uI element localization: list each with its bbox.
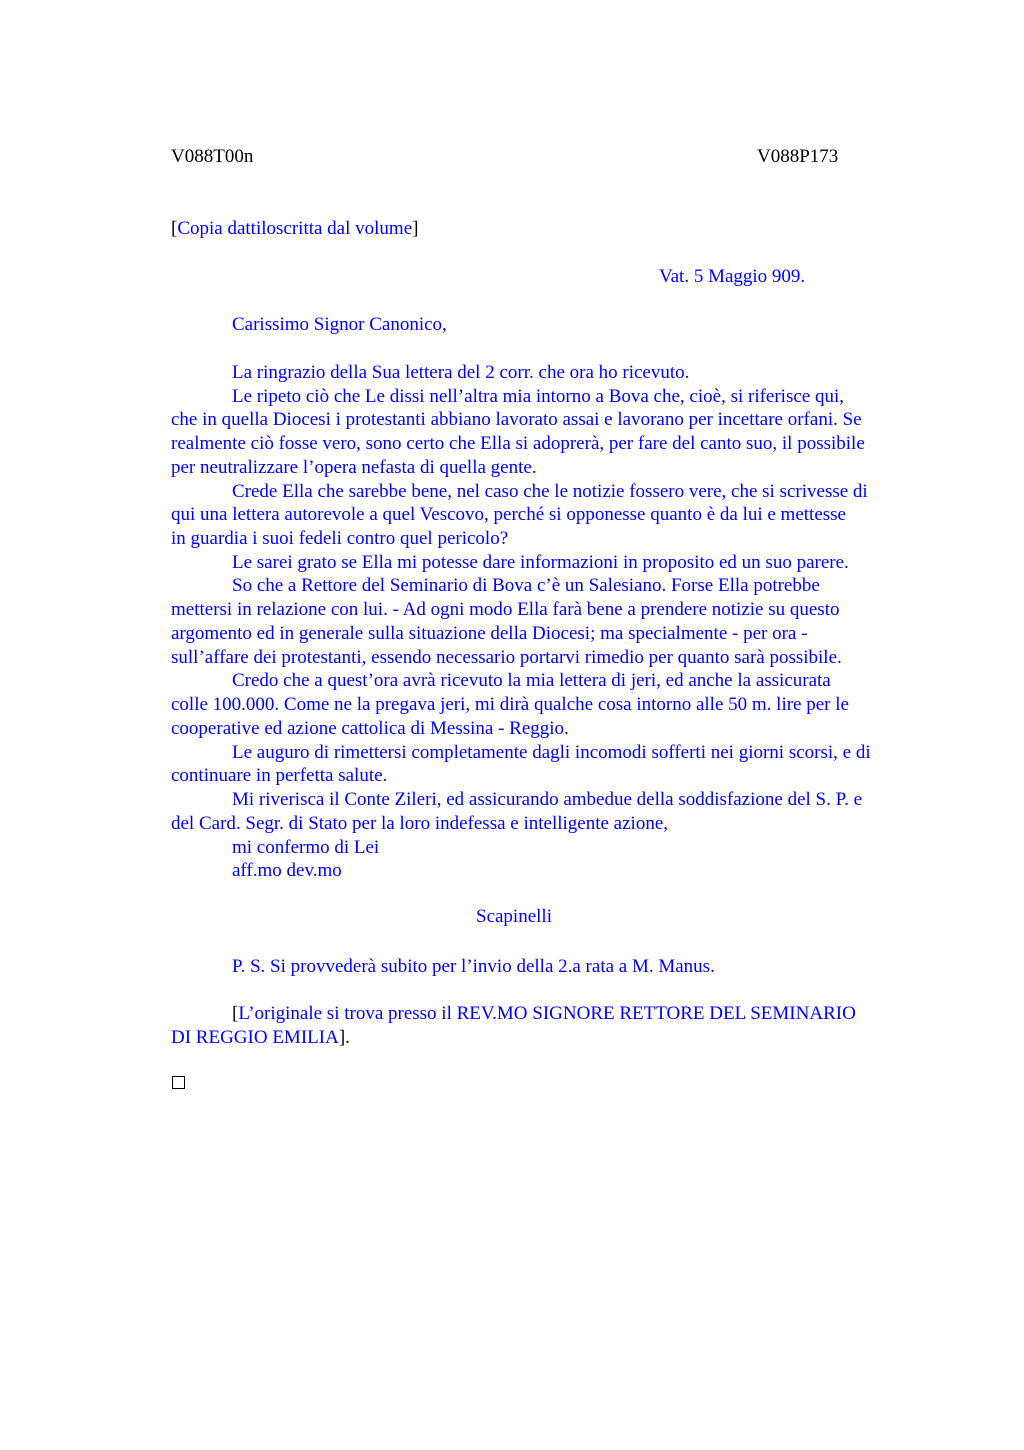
- note-text: Copia dattiloscritta dal volume: [177, 218, 413, 239]
- letter-line: Le ripeto ciò che Le dissi nell’altra mia intorno a Bova che, cioè, si riferisce qui,: [232, 386, 844, 407]
- letter-line: colle 100.000. Come ne la pregava jeri, mi dirà qualche cosa intorno alle 50 m. lire per le: [171, 694, 849, 715]
- transcription-note: [171, 217, 418, 241]
- original-open-bracket: [: [232, 1003, 239, 1024]
- original-close-bracket: ].: [338, 1027, 350, 1048]
- letter-line: realmente ciò fosse vero, sono certo che Ella si adoprerà, per fare del canto suo, il possibile: [171, 433, 865, 454]
- letter-line: in guardia i suoi fedeli contro quel pericolo?: [171, 528, 509, 549]
- letter-line: argomento ed in generale sulla situazione della Diocesi; ma specialmente - per ora -: [171, 623, 808, 644]
- closing-line: mi confermo di Lei: [232, 837, 380, 858]
- checkbox-icon: [172, 1076, 185, 1089]
- letter-line: So che a Rettore del Seminario di Bova c’è un Salesiano. Forse Ella potrebbe: [232, 575, 820, 596]
- postscript: P. S. Si provvederà subito per l’invio della 2.a rata a M. Manus.: [232, 956, 715, 977]
- closing-line: aff.mo dev.mo: [232, 860, 342, 881]
- signature: Scapinelli: [476, 906, 552, 927]
- letter-line: cooperative ed azione cattolica di Messina - Reggio.: [171, 718, 569, 739]
- letter-line: Mi riverisca il Conte Zileri, ed assicurando ambedue della soddisfazione del S. P. e: [232, 789, 862, 810]
- letter-line: La ringrazio della Sua lettera del 2 corr. che ora ho ricevuto.: [232, 362, 690, 383]
- letter-line: mettersi in relazione con lui. - Ad ogni modo Ella farà bene a prendere notizie su questo: [171, 599, 840, 620]
- letter-date: Vat. 5 Maggio 909.: [659, 266, 806, 287]
- letter-line: Le sarei grato se Ella mi potesse dare informazioni in proposito ed un suo parere.: [232, 552, 849, 573]
- letter-line: che in quella Diocesi i protestanti abbiano lavorato assai e lavorano per incettare orfani. Se: [171, 409, 862, 430]
- note-close-bracket: ]: [412, 218, 419, 239]
- document-code-left: V088T00n: [171, 146, 254, 167]
- letter-line: sull’affare dei protestanti, essendo necessario portarvi rimedio per quanto sarà possibile.: [171, 647, 842, 668]
- letter-line: continuare in perfetta salute.: [171, 765, 388, 786]
- letter-line: del Card. Segr. di Stato per la loro indefessa e intelligente azione,: [171, 813, 669, 834]
- salutation: Carissimo Signor Canonico,: [232, 314, 447, 335]
- original-location-line-2: [171, 1026, 350, 1050]
- letter-line: Crede Ella che sarebbe bene, nel caso che le notizie fossero vere, che si scrivesse di: [232, 481, 868, 502]
- document-code-right: V088P173: [757, 146, 839, 167]
- note-open-bracket: [: [171, 218, 178, 239]
- original-location-text: L’originale si trova presso il REV.MO SIGNORE RETTORE DEL SEMINARIO: [238, 1003, 856, 1024]
- letter-line: Credo che a quest’ora avrà ricevuto la mia lettera di jeri, ed anche la assicurata: [232, 670, 831, 691]
- letter-line: Le auguro di rimettersi completamente dagli incomodi sofferti nei giorni scorsi, e di: [232, 742, 871, 763]
- letter-line: qui una lettera autorevole a quel Vescovo, perché si opponesse quanto è da lui e mettesse: [171, 504, 846, 525]
- original-location-line-1: [232, 1002, 856, 1026]
- letter-line: per neutralizzare l’opera nefasta di quella gente.: [171, 457, 537, 478]
- original-location-text-cont: DI REGGIO EMILIA: [171, 1027, 339, 1048]
